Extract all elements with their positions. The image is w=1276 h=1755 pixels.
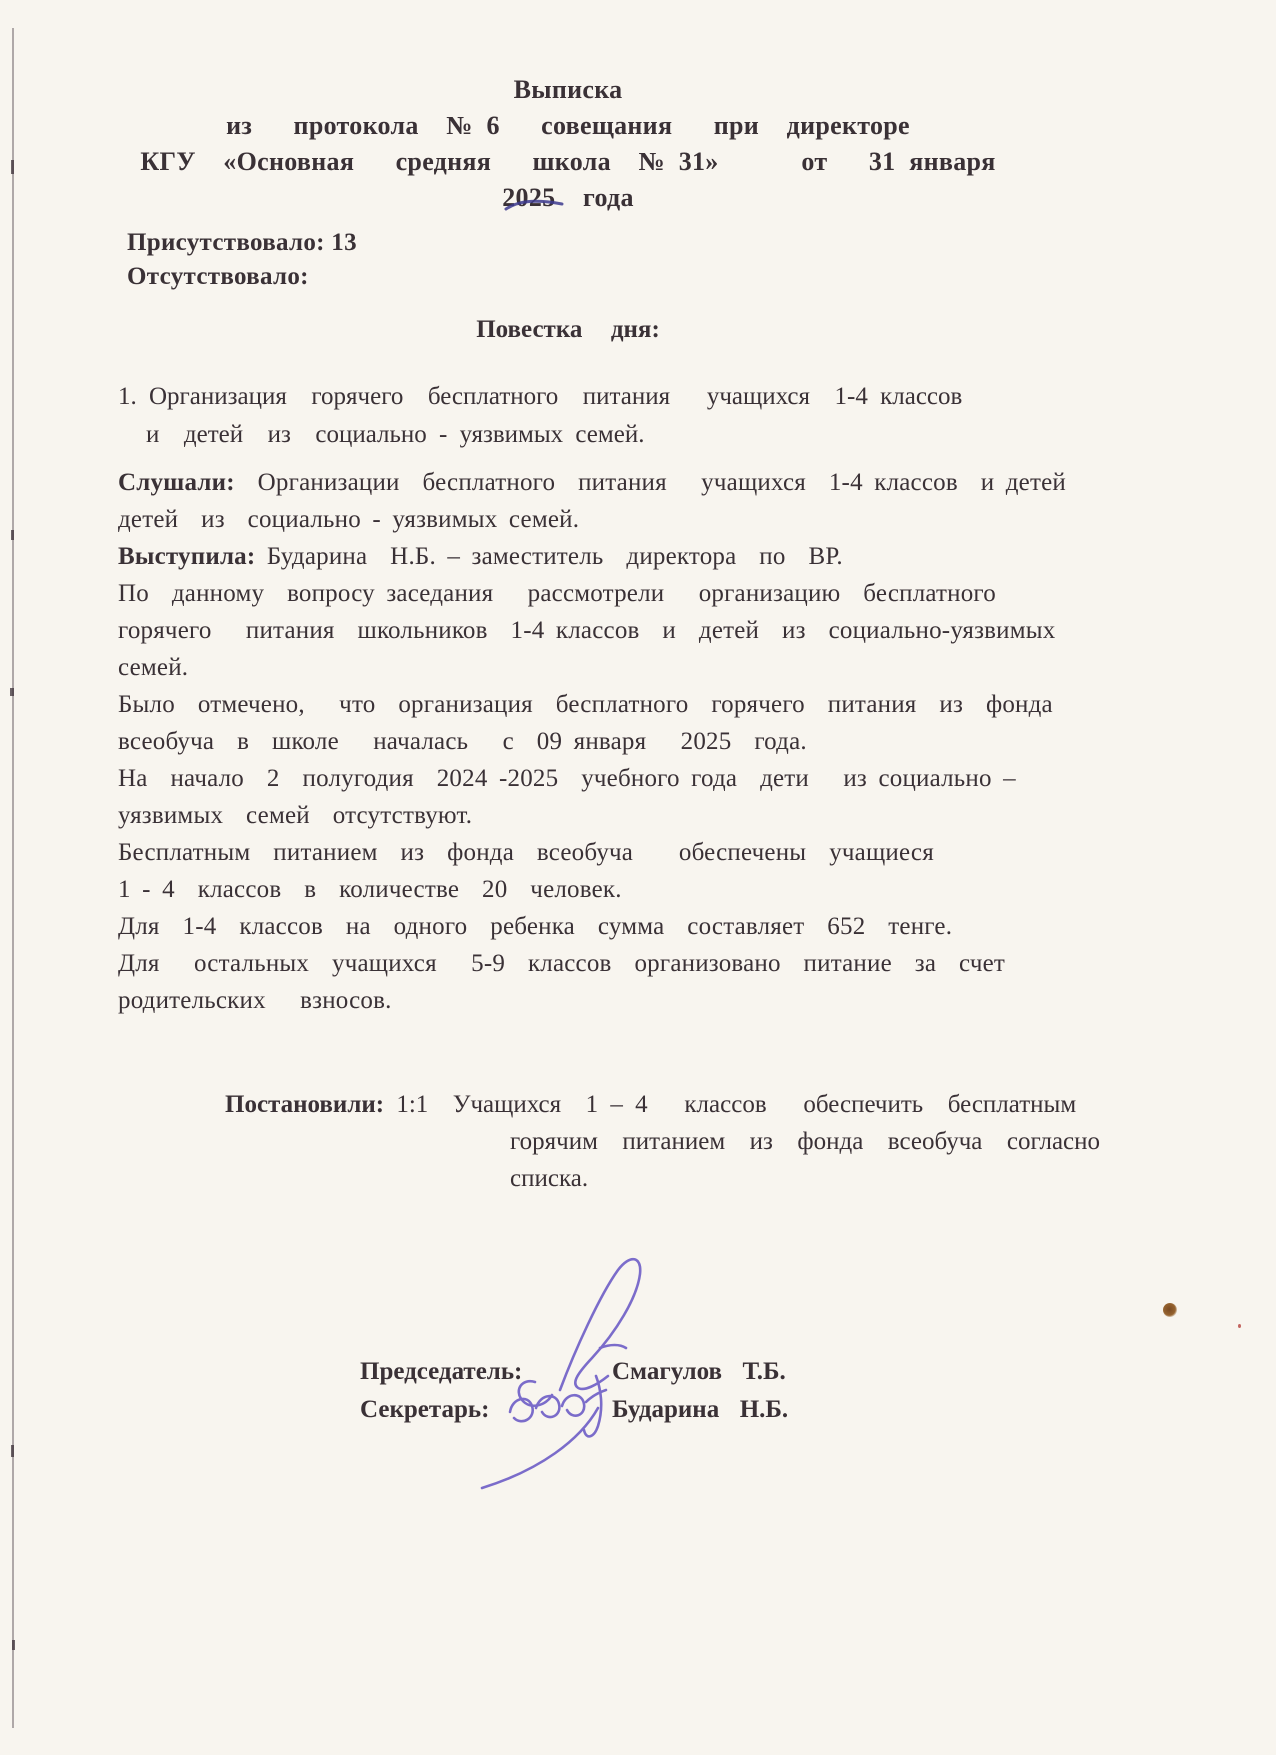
agenda-heading: Повестка дня: [476, 316, 660, 343]
chairman-signature-stroke [560, 1259, 640, 1390]
absent-line: Отсутствовало: [127, 263, 309, 290]
body-line: уязвимых семей отсутствуют. [118, 802, 473, 829]
document-body [118, 464, 1078, 1019]
secretary-role-label: Секретарь: [360, 1396, 490, 1423]
handwritten-signatures [440, 1240, 710, 1510]
resolution-label: Постановили: [225, 1091, 385, 1118]
agenda-item-1-line-1: 1. Организация горячего бесплатного питания учащихся 1-4 классов [118, 383, 963, 410]
chairman-name: Смагулов Т.Б. [612, 1358, 786, 1385]
secretary-name: Бударина Н.Б. [612, 1396, 789, 1423]
resolution-block [225, 1086, 1105, 1197]
resolution-line-1: Постановили: 1:1 Учащихся 1 – 4 классов обеспечить бесплатным [225, 1091, 1077, 1118]
scan-artifact [10, 688, 14, 696]
resolution-line-2: горячим питанием из фонда всеобуча согласно [510, 1128, 1101, 1155]
body-line: По данному вопросу заседания рассмотрели организацию бесплатного [118, 580, 996, 607]
scan-artifact [11, 1445, 14, 1457]
body-line: Для остальных учащихся 5-9 классов организовано питание за счет [118, 950, 1006, 977]
secretary-signature-loop [562, 1395, 584, 1415]
attendance-block [127, 226, 357, 294]
body-line: горячего питания школьников 1-4 классов и детей из социально-уязвимых [118, 617, 1056, 644]
resolution-line-3: списка. [510, 1165, 589, 1192]
header-line-3: КГУ «Основная средняя школа № 31» от 31 января 2025 года [140, 147, 1038, 212]
ink-speck-small [1238, 1324, 1241, 1328]
header-line-2: из протокола № 6 совещания при директоре [226, 111, 910, 140]
secretary-signature-tail [482, 1408, 598, 1488]
body-line: семей. [118, 654, 189, 681]
present-count-line: Присутствовало: 13 [127, 229, 357, 256]
body-line: родительских взносов. [118, 987, 392, 1014]
body-line: Бесплатным питанием из фонда всеобуча обеспечены учащиеся [118, 839, 934, 866]
secretary-signature-loop [510, 1399, 533, 1421]
agenda-item-1-number: 1. [118, 383, 137, 410]
agenda-item-1-line-2: и детей из социально - уязвимых семей. [146, 421, 645, 448]
body-line: Для 1-4 классов на одного ребенка сумма составляет 652 тенге. [118, 913, 953, 940]
body-line: Было отмечено, что организация бесплатного горячего питания из фонда [118, 691, 1053, 718]
pen-dash-mark [500, 192, 572, 218]
body-line: Выступила: Бударина Н.Б. – заместитель директора по ВР. [118, 543, 843, 570]
agenda-item-1 [118, 378, 1058, 454]
secretary-signature-stroke [586, 1390, 606, 1402]
scan-edge-line [12, 28, 14, 1728]
document-title: Выписка [513, 75, 623, 104]
chairman-signature-tick [600, 1345, 626, 1348]
body-line: всеобуча в школе началась с 09 января 2025 года. [118, 728, 807, 755]
chairman-role-label: Председатель: [360, 1358, 523, 1385]
scan-artifact [12, 1640, 15, 1650]
chairman-signature-flourish [519, 1381, 552, 1406]
resolution-number: 1:1 [384, 1091, 441, 1118]
body-line: Слушали: Организации бесплатного питания учащихся 1-4 классов и детей [118, 469, 1066, 496]
scan-artifact [11, 530, 14, 540]
scan-artifact [11, 160, 14, 174]
body-line: детей из социально - уязвимых семей. [118, 506, 580, 533]
ink-speck [1163, 1303, 1177, 1317]
body-line: 1 - 4 классов в количестве 20 человек. [118, 876, 622, 903]
body-line: На начало 2 полугодия 2024 -2025 учебного года дети из социально – [118, 765, 1016, 792]
